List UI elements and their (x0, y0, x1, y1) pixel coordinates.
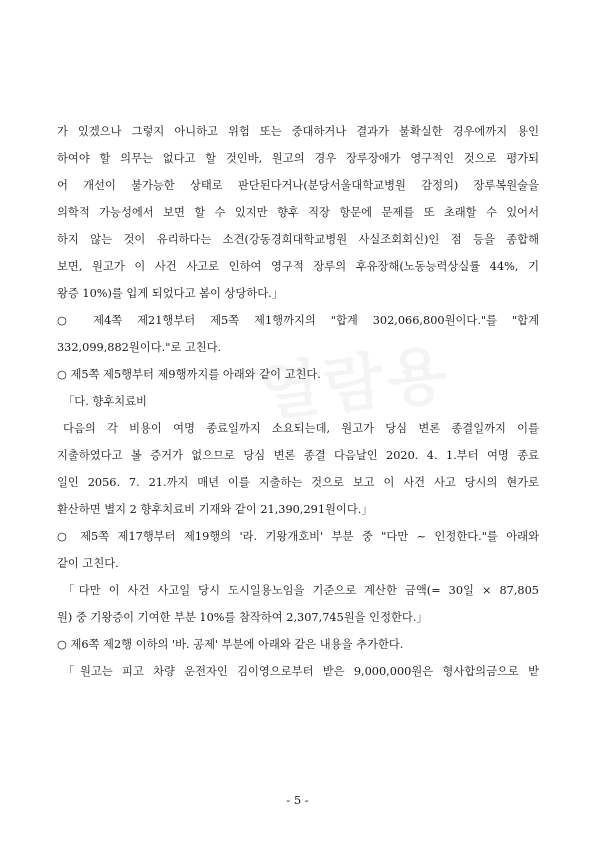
text-line: 332,099,882원이다."로 고친다. (57, 341, 222, 354)
text-line: ○ 제5쪽 제17행부터 제19행의 '라. 기왕개호비' 부분 중 "다만 ~ 인정한다."를 아래와 (57, 530, 539, 543)
text-line: ○ 제5쪽 제5행부터 제9행까지를 아래와 같이 고친다. (57, 368, 321, 381)
text-line: ○ 제4쪽 제21행부터 제5쪽 제1행까지의 "합계 302,066,800원이다."를 "합계 (57, 314, 539, 327)
text-line: 다음의 각 비용이 여명 종료일까지 소요되는데, 원고가 당심 변론 종결일까지 이를 (63, 422, 539, 435)
text-line: 가 있겠으나 그렇지 아니하고 위험 또는 중대하거나 결과가 불확실한 경우에까지 용인 (57, 125, 539, 138)
text-line: 일인 2056. 7. 21.까지 매년 이를 지출하는 것으로 보고 이 사건 사고 당시의 현가로 (57, 476, 539, 489)
text-line: 하지 않는 것이 유리하다는 소견(강동경희대학교병원 사실조회회신)인 점 등을 종합해 (57, 233, 539, 246)
text-line: 어 개선이 불가능한 상태로 판단된다거나(분당서울대학교병원 감정의) 장루복원술을 (57, 179, 539, 192)
section-heading: 「다. 향후치료비 (63, 395, 147, 408)
document-body (57, 118, 539, 685)
text-line: 지출하였다고 볼 증거가 없으므로 당심 변론 종결 다음날인 2020. 4. 1.부터 여명 종료 (57, 449, 539, 462)
page-number: - 5 - (286, 793, 309, 807)
text-line: 환산하면 별지 2 향후치료비 기재와 같이 21,390,291원이다.」 (57, 503, 373, 516)
text-line: 「다만 이 사건 사고일 당시 도시일용노임을 기준으로 계산한 금액(= 30일 × 87,805 (63, 584, 539, 597)
text-line: 「원고는 피고 차량 운전자인 김이영으로부터 받은 9,000,000원은 형사합의금으로 받 (63, 665, 539, 678)
text-line: 같이 고친다. (57, 557, 119, 570)
text-line: 하여야 할 의무는 없다고 할 것인바, 원고의 경우 장루장애가 영구적인 것으로 평가되 (57, 152, 539, 165)
text-line: 보면, 원고가 이 사건 사고로 인하여 영구적 장루의 후유장해(노동능력상실률 44%, 기 (57, 260, 539, 273)
text-line: ○ 제6쪽 제2행 이하의 '바. 공제' 부분에 아래와 같은 내용을 추가한다. (57, 638, 404, 651)
text-line: 왕증 10%)를 입게 되었다고 봄이 상당하다.」 (57, 287, 284, 300)
text-line: 의학적 가능성에서 보면 할 수 있지만 향후 직장 항문에 문제를 또 초래할 수 있어서 (57, 206, 539, 219)
text-line: 원) 중 기왕증이 기여한 부분 10%를 참작하여 2,307,745원을 인정한다.」 (57, 611, 428, 624)
